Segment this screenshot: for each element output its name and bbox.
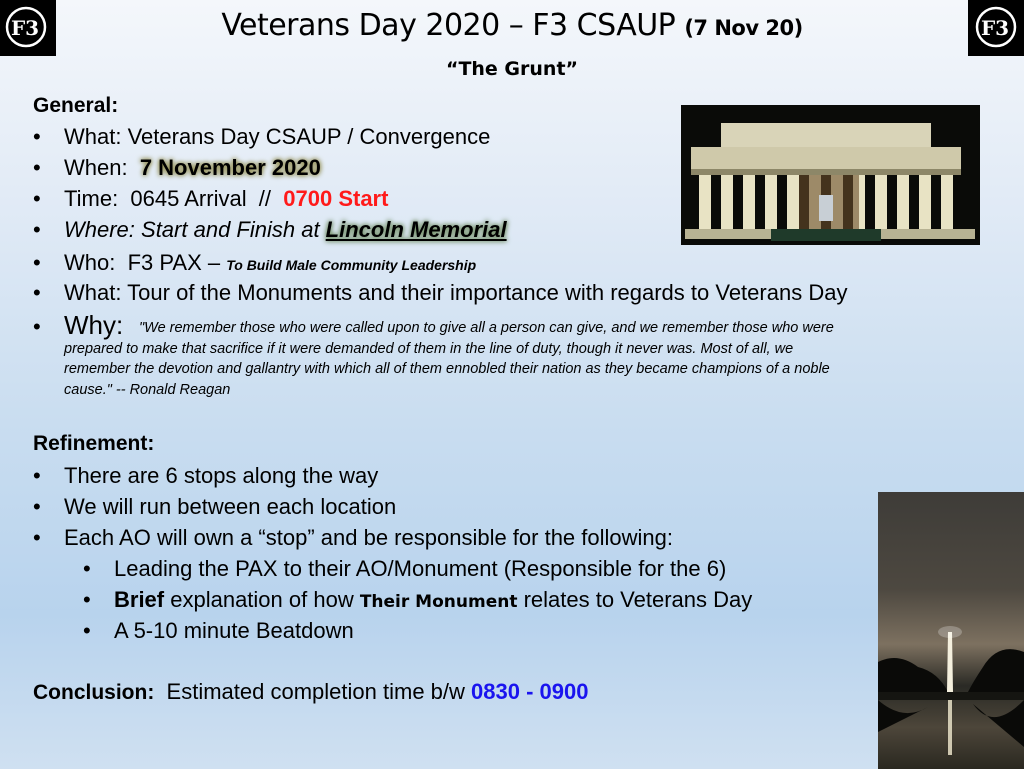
refinement-item <box>33 525 673 551</box>
svg-text:F3: F3 <box>10 16 40 40</box>
svg-text:F3: F3 <box>980 16 1010 40</box>
general-who <box>33 250 476 278</box>
title-date: (7 Nov 20) <box>684 16 803 40</box>
bullet: • <box>33 463 41 488</box>
subtitle: “The Grunt” <box>445 58 579 80</box>
subitem-text: relates to Veterans Day <box>517 587 753 612</box>
general-where <box>33 217 507 243</box>
conclusion <box>33 679 588 706</box>
refinement-text: There are 6 stops along the way <box>64 463 379 488</box>
general-what2 <box>33 280 847 306</box>
general-what <box>33 124 490 150</box>
when-value: 7 November 2020 <box>139 155 321 180</box>
general-when <box>33 155 321 181</box>
subitem-text: A 5-10 minute Beatdown <box>114 618 354 643</box>
what2-text: What: Tour of the Monuments and their importance with regards to Veterans Day <box>64 280 848 305</box>
where-value: Lincoln Memorial <box>325 217 507 242</box>
bullet: • <box>33 124 41 149</box>
who-value: To Build Male Community Leadership <box>226 257 477 273</box>
refinement-heading: Refinement: <box>33 432 155 455</box>
page-title <box>0 8 1024 43</box>
conclusion-time: 0830 - 0900 <box>471 679 589 704</box>
refinement-subitem <box>83 618 354 644</box>
refinement-subitem <box>83 587 752 615</box>
subitem-text: Leading the PAX to their AO/Monument (Responsible for the 6) <box>114 556 727 581</box>
bullet: • <box>33 217 41 242</box>
subitem-bold: Their Monument <box>359 592 518 612</box>
quote-line: "We remember those who were called upon to give all a person can give, and we remember those who were <box>139 320 834 336</box>
bullet: • <box>83 587 91 612</box>
where-label: Where: Start and Finish at <box>64 217 326 242</box>
refinement-subitem <box>83 556 726 582</box>
refinement-item <box>33 494 396 520</box>
bullet: • <box>33 280 41 305</box>
bullet: • <box>33 186 41 211</box>
why-quote <box>64 318 964 400</box>
conclusion-heading: Conclusion: <box>33 681 155 704</box>
lincoln-memorial-photo <box>681 105 980 245</box>
subitem-bold: Brief <box>114 587 165 612</box>
refinement-text: Each AO will own a “stop” and be responsible for the following: <box>64 525 673 550</box>
bullet: • <box>33 525 41 550</box>
quote-line: prepared to make that sacrifice if it were demanded of them in the line of duty, though it never was. Most of all, we <box>64 340 794 357</box>
when-label: When: <box>64 155 140 180</box>
time-label: Time: 0645 Arrival // <box>64 186 284 211</box>
washington-monument-photo <box>878 492 1024 769</box>
subitem-text: explanation of how <box>164 587 360 612</box>
general-time <box>33 186 388 212</box>
general-heading: General: <box>33 94 119 117</box>
quote-line: cause." -- Ronald Reagan <box>64 381 231 398</box>
time-start: 0700 Start <box>283 186 389 211</box>
title-text: Veterans Day 2020 – F3 CSAUP <box>221 8 676 43</box>
why-label: Why: <box>64 310 124 340</box>
what-text: What: Veterans Day CSAUP / Convergence <box>64 124 491 149</box>
quote-line: remember the devotion and gallantry with which all of them ennobled their nation as they became champions of a noble <box>64 361 830 377</box>
who-label: Who: F3 PAX – <box>64 250 227 275</box>
bullet: • <box>33 250 41 275</box>
conclusion-text: Estimated completion time b/w <box>154 679 472 704</box>
bullet: • <box>83 618 91 643</box>
bullet: • <box>33 155 41 180</box>
bullet: • <box>33 314 41 339</box>
bullet: • <box>83 556 91 581</box>
bullet: • <box>33 494 41 519</box>
refinement-item <box>33 463 378 489</box>
refinement-text: We will run between each location <box>64 494 397 519</box>
